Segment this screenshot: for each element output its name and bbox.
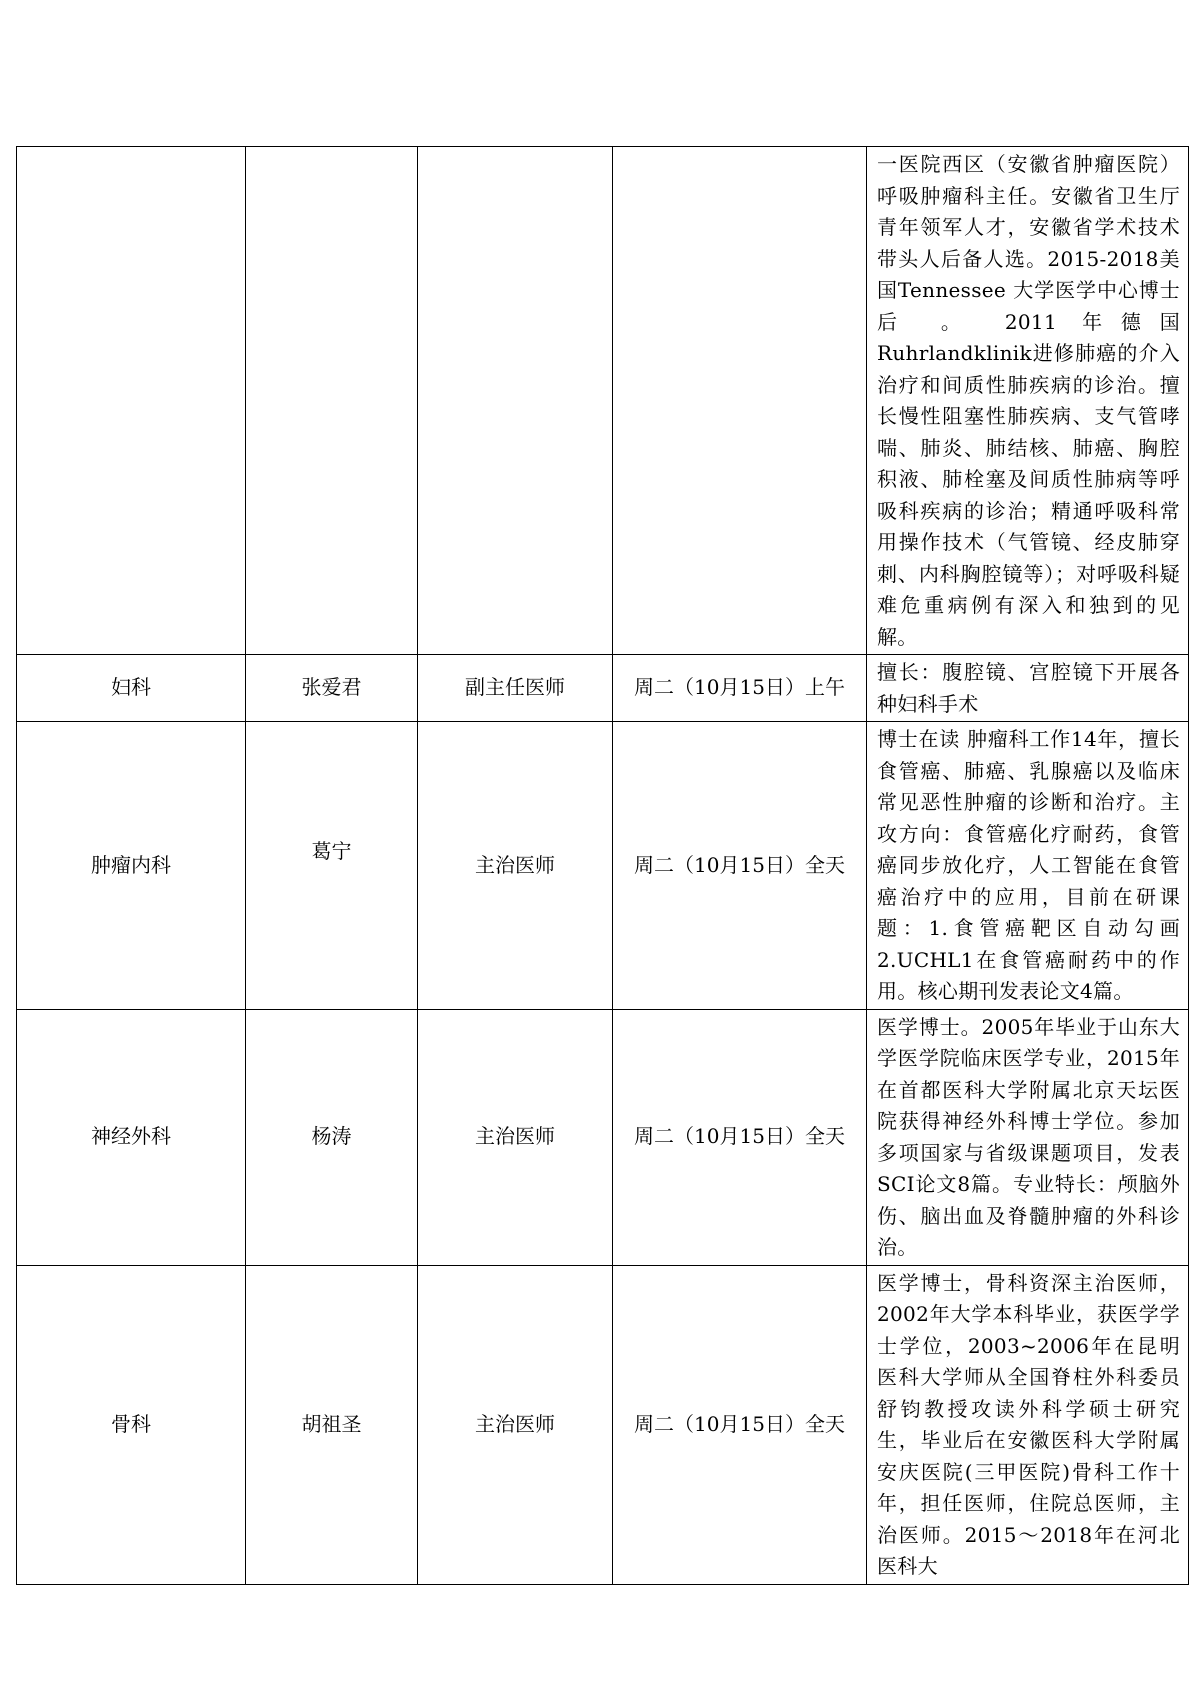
description-cell: 医学博士，骨科资深主治医师，2002年大学本科毕业，获医学学士学位，2003~2006年在昆明医科大学师从全国脊柱外科委员舒钧教授攻读外科学硕士研究生，毕业后在安徽医科大学附属安庆医院(三甲医院)骨科工作十年，担任医师，住院总医师，主治医师。2015～2018年在河北医科大 xyxy=(867,1265,1189,1584)
table-row xyxy=(17,147,1189,655)
schedule-cell: 周二（10月15日）全天 xyxy=(613,1265,867,1584)
schedule-cell xyxy=(613,147,867,655)
schedule-cell: 周二（10月15日）上午 xyxy=(613,655,867,722)
doctor-cell: 胡祖圣 xyxy=(246,1265,418,1584)
title-cell: 主治医师 xyxy=(418,1265,613,1584)
table-row xyxy=(17,722,1189,1010)
description-cell: 医学博士。2005年毕业于山东大学医学院临床医学专业，2015年在首都医科大学附属北京天坛医院获得神经外科博士学位。参加多项国家与省级课题项目，发表SCI论文8篇。专业特长：颅脑外伤、脑出血及脊髓肿瘤的外科诊治。 xyxy=(867,1009,1189,1265)
title-cell: 副主任医师 xyxy=(418,655,613,722)
doctor-schedule-table xyxy=(16,146,1189,1585)
title-cell: 主治医师 xyxy=(418,722,613,1010)
description-cell: 擅长：腹腔镜、宫腔镜下开展各种妇科手术 xyxy=(867,655,1189,722)
department-cell: 骨科 xyxy=(17,1265,246,1584)
table-row xyxy=(17,1009,1189,1265)
title-cell xyxy=(418,147,613,655)
department-cell: 神经外科 xyxy=(17,1009,246,1265)
table-row xyxy=(17,655,1189,722)
doctor-cell: 杨涛 xyxy=(246,1009,418,1265)
table-row xyxy=(17,1265,1189,1584)
description-cell: 博士在读 肿瘤科工作14年，擅长食管癌、肺癌、乳腺癌以及临床常见恶性肿瘤的诊断和治疗。主攻方向：食管癌化疗耐药，食管癌同步放化疗，人工智能在食管癌治疗中的应用，目前在研课题：1.食管癌靶区自动勾画 2.UCHL1在食管癌耐药中的作用。核心期刊发表论文4篇。 xyxy=(867,722,1189,1010)
schedule-cell: 周二（10月15日）全天 xyxy=(613,1009,867,1265)
doctor-cell: 葛宁 xyxy=(246,722,418,1010)
doctor-cell xyxy=(246,147,418,655)
department-cell xyxy=(17,147,246,655)
title-cell: 主治医师 xyxy=(418,1009,613,1265)
department-cell: 妇科 xyxy=(17,655,246,722)
description-cell: 一医院西区（安徽省肿瘤医院）呼吸肿瘤科主任。安徽省卫生厅青年领军人才，安徽省学术技术带头人后备人选。2015-2018美国Tennessee 大学医学中心博士后 。 2011 年德国Ruhrlandklinik进修肺癌的介入治疗和间质性肺疾病的诊治。擅长慢性阻塞性肺疾病、支气管哮喘、肺炎、肺结核、肺癌、胸腔积液、肺栓塞及间质性肺病等呼吸科疾病的诊治；精通呼吸科常用操作技术（气管镜、经皮肺穿刺、内科胸腔镜等）；对呼吸科疑难危重病例有深入和独到的见解。 xyxy=(867,147,1189,655)
schedule-cell: 周二（10月15日）全天 xyxy=(613,722,867,1010)
department-cell: 肿瘤内科 xyxy=(17,722,246,1010)
doctor-cell: 张爱君 xyxy=(246,655,418,722)
